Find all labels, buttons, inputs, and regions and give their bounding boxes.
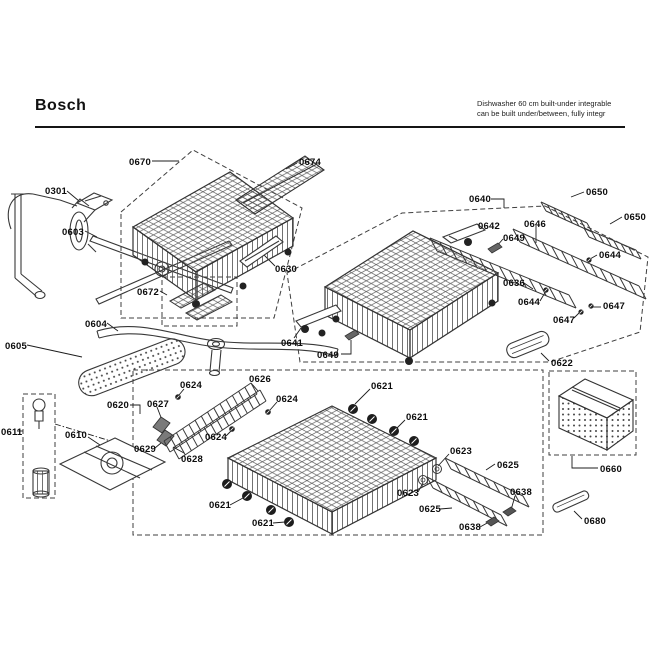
part-label-0670: 0670 — [129, 157, 151, 168]
part-label-0625-1: 0625 — [497, 460, 519, 471]
part-label-0604: 0604 — [85, 319, 107, 330]
part-0638-clip-1 — [503, 507, 516, 516]
part-label-0638-2: 0638 — [459, 522, 481, 533]
part-0660-cutlery-basket — [559, 379, 633, 450]
part-label-0621-1: 0621 — [371, 381, 393, 392]
part-label-0629: 0629 — [134, 444, 156, 455]
part-label-0680: 0680 — [584, 516, 606, 527]
part-label-0642: 0642 — [478, 221, 500, 232]
part-label-0650-2: 0650 — [624, 212, 646, 223]
part-label-0611: 0611 — [1, 427, 23, 438]
part-0622-handle — [505, 329, 551, 359]
part-label-0644-1: 0644 — [599, 250, 621, 261]
part-label-0624-1: 0624 — [180, 380, 202, 391]
part-label-0638-1: 0638 — [510, 487, 532, 498]
part-0301-water-inlet-pipe — [8, 193, 112, 299]
part-label-0627: 0627 — [147, 399, 169, 410]
part-label-0622: 0622 — [551, 358, 573, 369]
brand-logo: Bosch — [35, 97, 87, 114]
part-label-0660: 0660 — [600, 464, 622, 475]
part-label-0672: 0672 — [137, 287, 159, 298]
part-0605-filter-plate — [75, 335, 189, 399]
part-label-0621-4: 0621 — [252, 518, 274, 529]
part-0644-screw-1 — [586, 257, 591, 262]
part-label-0649-1: 0649 — [503, 233, 525, 244]
part-label-0630: 0630 — [275, 264, 297, 275]
part-label-0649-2: 0649 — [317, 350, 339, 361]
part-label-0621-3: 0621 — [209, 500, 231, 511]
part-label-0626: 0626 — [249, 374, 271, 385]
part-label-0624-3: 0624 — [205, 432, 227, 443]
part-0649-clip-2 — [345, 330, 359, 340]
part-label-0605: 0605 — [5, 341, 27, 352]
part-label-0647-1: 0647 — [603, 301, 625, 312]
part-0680-trim-strip — [552, 490, 590, 514]
part-label-0301: 0301 — [45, 186, 67, 197]
part-label-0623-2: 0623 — [397, 488, 419, 499]
part-label-0644-2: 0644 — [518, 297, 540, 308]
part-label-0646: 0646 — [524, 219, 546, 230]
part-0644-screw-2 — [543, 287, 548, 292]
part-label-0636: 0636 — [503, 278, 525, 289]
part-label-0650-1: 0650 — [586, 187, 608, 198]
part-label-0647-2: 0647 — [553, 315, 575, 326]
part-0647-screw-2 — [578, 309, 583, 314]
part-label-0620: 0620 — [107, 400, 129, 411]
part-label-0621-2: 0621 — [406, 412, 428, 423]
part-0620-lower-basket — [228, 406, 436, 534]
part-0649-clip-1 — [488, 243, 502, 253]
part-label-0625-2: 0625 — [419, 504, 441, 515]
model-description-line2: can be built under/between, fully integr — [477, 109, 606, 118]
part-0627-bracket — [153, 417, 170, 433]
part-label-0623-1: 0623 — [450, 446, 472, 457]
part-0624-screw-1 — [175, 394, 181, 400]
part-label-0641: 0641 — [281, 338, 303, 349]
part-label-0603: 0603 — [62, 227, 84, 238]
part-0611-filter-unit — [33, 399, 49, 497]
part-label-0640: 0640 — [469, 194, 491, 205]
part-label-0624-2: 0624 — [276, 394, 298, 405]
part-0624-screw-2 — [265, 409, 271, 415]
part-label-0628: 0628 — [181, 454, 203, 465]
part-0638-clip-2 — [486, 517, 499, 526]
part-0647-screw-1 — [588, 303, 593, 308]
part-0624-screw-3 — [229, 426, 235, 432]
model-description-line1: Dishwasher 60 cm built-under integrable — [477, 99, 612, 108]
part-label-0674: 0674 — [299, 157, 321, 168]
part-label-0610: 0610 — [65, 430, 87, 441]
